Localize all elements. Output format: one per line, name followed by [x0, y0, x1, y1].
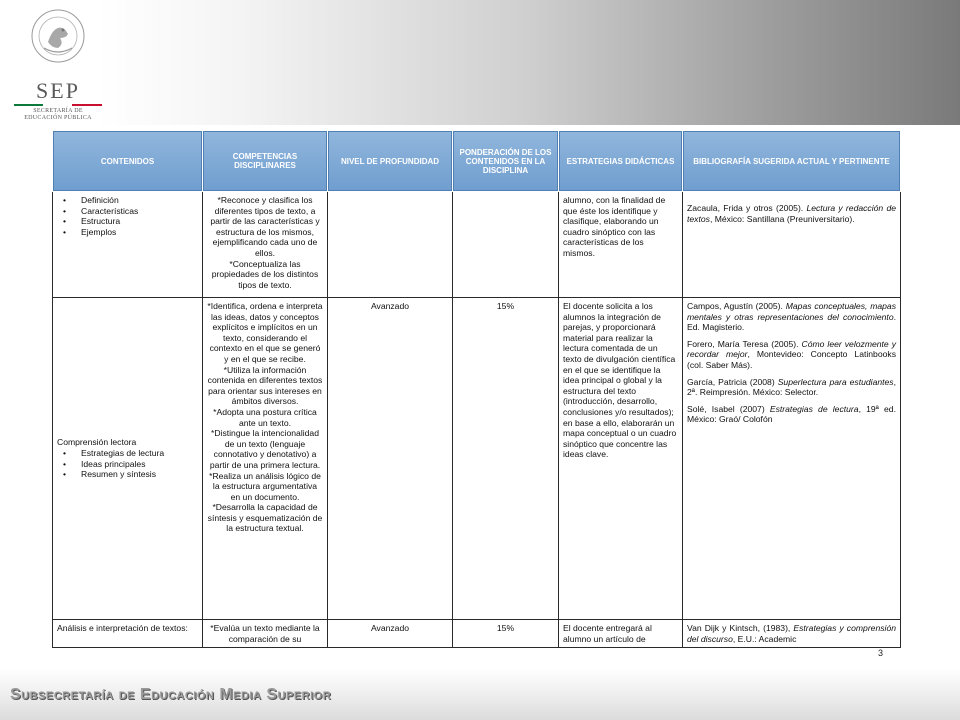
bib-author: Zacaula, Frida y otros (2005). [687, 203, 807, 213]
bib-author: Campos, Agustín (2005). [687, 301, 786, 311]
bib-publisher: , 19ª ed. México: Graó/ Colofón [687, 403, 896, 425]
list-item: • Estructura [81, 216, 198, 227]
curriculum-table [52, 130, 901, 648]
bib-title: Estrategias y comprensión del discurso [687, 623, 897, 644]
bib-title: Superlectura para estudiantes [777, 376, 894, 387]
sep-logo [8, 8, 108, 120]
cell-contenidos: Análisis e interpretación de textos: [53, 620, 203, 648]
sep-sub-line2: EDUCACIÓN PÚBLICA [24, 115, 92, 121]
bib-author: Van Dijk y Kintsch, (1983), [687, 623, 794, 633]
bib-entry [687, 339, 896, 371]
mexican-coat-of-arms-icon [30, 8, 86, 64]
table-row [53, 298, 901, 620]
bib-entry [687, 404, 896, 425]
bib-publisher: , Montevideo: Concepto Latinbooks (col. Saber Más). [687, 349, 896, 370]
cell-contenidos [53, 298, 203, 620]
col-header-bibliografia: BIBLIOGRAFÍA SUGERIDA ACTUAL Y PERTINENTE [683, 131, 901, 192]
bib-title: Cómo leer velozmente y recordar mejor [687, 338, 896, 360]
footer-title: Subsecretaría de Educación Media Superior [10, 686, 332, 703]
bib-title: Estrategias de lectura [769, 403, 859, 414]
cell-nivel [328, 192, 453, 298]
cell-bibliografia [683, 620, 901, 648]
bib-title: Mapas conceptuales, mapas mentales y otras representaciones del conocimiento [687, 301, 896, 322]
bib-publisher: , 2ª. Reimpresión. México: Selector. [687, 376, 896, 398]
cell-estrategias: El docente solicita a los alumnos la integración de parejas, y proporcionará material para realizar la lectura comentada de un texto de divulgación científica en el que se identifique la idea principal o global y la estructura del texto (introducción, desarrollo, conclusiones y/o resultados); en base a ello, elaborarán un mapa conceptual o un cuadro sinóptico que concentre las ideas clave. [559, 298, 683, 620]
list-item: • Ejemplos [81, 227, 198, 238]
sep-logo-word: SEP [36, 78, 80, 103]
cell-contenidos [53, 192, 203, 298]
cell-ponderacion: 15% [453, 620, 559, 648]
cell-nivel: Avanzado [328, 298, 453, 620]
list-item: • Características [81, 206, 198, 217]
header-gradient-band [0, 0, 960, 125]
bib-author: García, Patricia (2008) [687, 376, 778, 387]
contenidos-title: Comprensión lectora [57, 437, 137, 448]
list-item: • Estrategias de lectura [81, 448, 198, 459]
col-header-ponderacion: PONDERACIÓN DE LOS CONTENIDOS EN LA DISCIPLINA [453, 131, 559, 192]
list-item: • Ideas principales [81, 459, 198, 470]
list-item: • Definición [81, 195, 198, 206]
sep-logo-subtitle [8, 108, 108, 122]
list-item: • Resumen y síntesis [81, 469, 198, 480]
bib-publisher: . Ed. Magisterio. [687, 311, 896, 333]
table-row [53, 620, 901, 648]
table-header-row [53, 131, 901, 192]
cell-bibliografia [683, 192, 901, 298]
bib-entry [687, 377, 896, 398]
table-row [53, 192, 901, 298]
bib-entry [687, 623, 896, 644]
sep-tricolor-line [14, 104, 102, 106]
col-header-competencias: COMPETENCIAS DISCIPLINARES [203, 131, 328, 192]
cell-estrategias: alumno, con la finalidad de que éste los identifique y clasifique, elaborando un cuadro sinóptico con las características de los mismos. [559, 192, 683, 298]
cell-estrategias: El docente entregará al alumno un artículo de [559, 620, 683, 648]
bib-title: Lectura y redacción de textos [687, 203, 896, 224]
contenidos-list [57, 195, 198, 237]
page-number: 3 [878, 648, 884, 658]
col-header-contenidos: CONTENIDOS [53, 131, 203, 192]
col-header-nivel: NIVEL DE PROFUNDIDAD [328, 131, 453, 192]
cell-ponderacion [453, 192, 559, 298]
contenidos-list [57, 448, 198, 480]
cell-competencias: *Identifica, ordena e interpreta las ideas, datos y conceptos explícitos e implícitos en un texto, considerando el contexto en el que se generó y en el que se recibe. *Utiliza la información contenida en diferentes textos para orientar sus intereses en ámbitos diversos. *Adopta una postura crítica ante un texto. *Distingue la intencionalidad de un texto (lenguaje connotativo y denotativo) a partir de una primera lectura. *Realiza un análisis lógico de la estructura argumentativa en un documento. *Desarrolla la capacidad de síntesis y esquematización de la estructura textual. [203, 298, 328, 620]
cell-competencias: *Evalúa un texto mediante la comparación de su [203, 620, 328, 648]
cell-bibliografia [683, 298, 901, 620]
bib-entry [687, 203, 896, 224]
bib-author: Solé, Isabel (2007) [687, 403, 770, 414]
col-header-estrategias: ESTRATEGIAS DIDÁCTICAS [559, 131, 683, 192]
cell-ponderacion: 15% [453, 298, 559, 620]
sep-sub-line1: SECRETARÍA DE [33, 108, 83, 114]
cell-nivel: Avanzado [328, 620, 453, 648]
bib-publisher: , México: Santillana (Preuniversitario). [709, 213, 855, 224]
bib-author: Forero, María Teresa (2005). [687, 338, 802, 349]
bib-entry [687, 301, 896, 333]
bib-publisher: , E.U.: Academic [732, 633, 797, 644]
cell-competencias: *Reconoce y clasifica los diferentes tipos de texto, a partir de las características y estructura de los mismos, ejemplificando cada uno de ellos. *Conceptualiza las propiedades de los distintos tipos de texto. [203, 192, 328, 298]
